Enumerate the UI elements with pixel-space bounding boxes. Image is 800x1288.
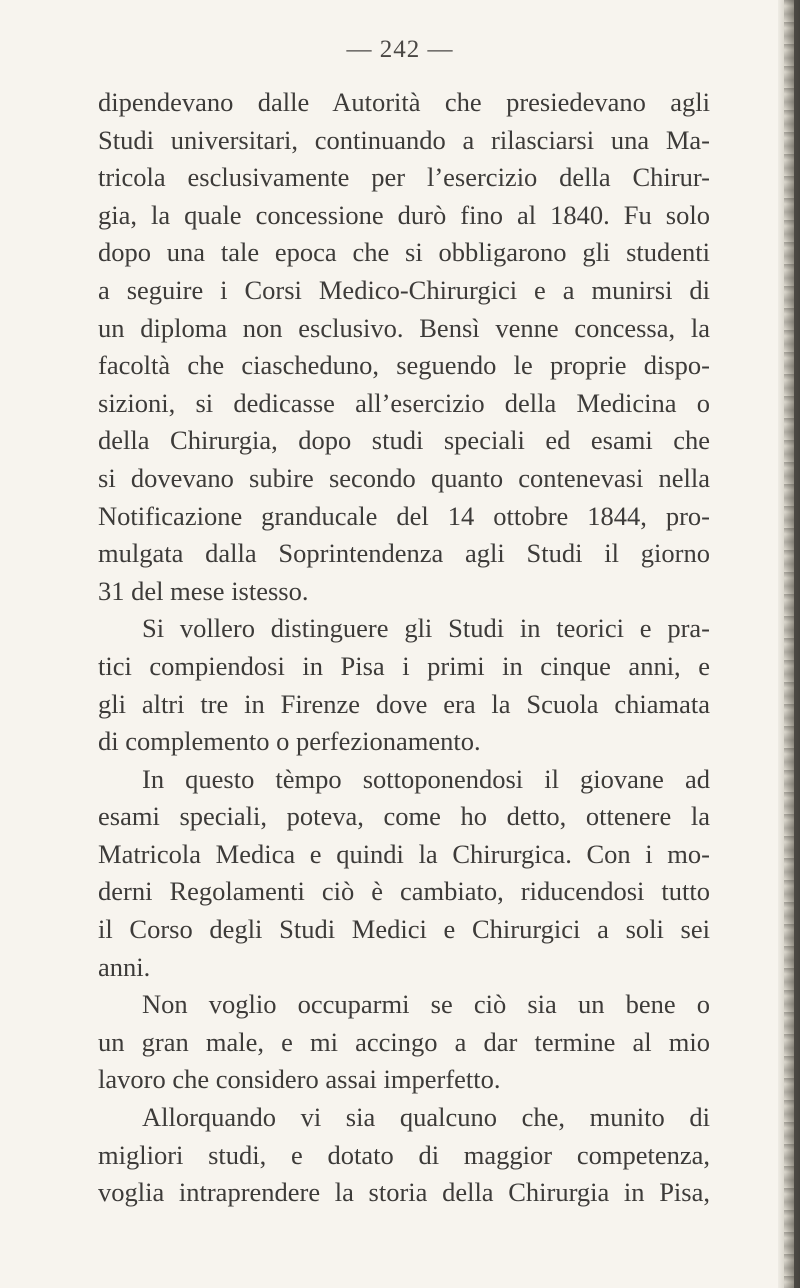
text-line: Studi universitari, continuando a rilasciarsi una Ma-	[98, 124, 710, 155]
text-line: esami speciali, poteva, come ho detto, ottenere la	[98, 801, 710, 832]
text-line: Si vollero distinguere gli Studi in teorici e pra-	[142, 613, 710, 644]
body-text	[98, 84, 710, 1212]
text-line: 31 del mese istesso.	[98, 575, 309, 606]
text-line: anni.	[98, 951, 151, 982]
text-line: facoltà che ciascheduno, seguendo le proprie dispo-	[98, 350, 710, 381]
text-line: della Chirurgia, dopo studi speciali ed esami che	[98, 425, 710, 456]
text-line: di complemento o perfezionamento.	[98, 726, 481, 757]
page-edge-border	[794, 0, 800, 1288]
page-number: — 242 —	[346, 36, 454, 63]
text-line: Notificazione granducale del 14 ottobre 1844, pro-	[98, 500, 710, 531]
text-line: dopo una tale epoca che si obbligarono gli studenti	[98, 237, 710, 268]
text-line: Matricola Medica e quindi la Chirurgica. Con i mo-	[98, 838, 710, 869]
text-line: gli altri tre in Firenze dove era la Scuola chiamata	[98, 688, 710, 719]
text-line: un diploma non esclusivo. Bensì venne concessa, la	[98, 312, 710, 343]
text-line: dipendevano dalle Autorità che presiedevano agli	[98, 87, 710, 117]
text-line: si dovevano subire secondo quanto contenevasi nella	[98, 462, 710, 493]
text-line: tricola esclusivamente per l’esercizio della Chirur-	[98, 162, 710, 193]
text-line: il Corso degli Studi Medici e Chirurgici a soli sei	[98, 914, 710, 945]
text-line: a seguire i Corsi Medico-Chirurgici e a munirsi di	[98, 274, 710, 305]
text-line: voglia intraprendere la storia della Chirurgia in Pisa,	[98, 1177, 710, 1208]
text-line: gia, la quale concessione durò fino al 1840. Fu solo	[98, 199, 710, 230]
text-line: Allorquando vi sia qualcuno che, munito di	[142, 1102, 710, 1133]
text-line: derni Regolamenti ciò è cambiato, riducendosi tutto	[98, 876, 710, 907]
text-line: Non voglio occuparmi se ciò sia un bene o	[142, 989, 710, 1020]
text-line: un gran male, e mi accingo a dar termine al mio	[98, 1026, 710, 1057]
text-line: lavoro che considero assai imperfetto.	[98, 1064, 501, 1095]
text-line: In questo tèmpo sottoponendosi il giovane ad	[142, 763, 710, 794]
text-line: tici compiendosi in Pisa i primi in cinque anni, e	[98, 650, 710, 681]
text-line: sizioni, si dedicasse all’esercizio della Medicina o	[98, 387, 710, 418]
text-line: migliori studi, e dotato di maggior competenza,	[98, 1139, 710, 1170]
page-edge-texture	[784, 0, 794, 1288]
text-line: mulgata dalla Soprintendenza agli Studi il giorno	[98, 538, 710, 569]
